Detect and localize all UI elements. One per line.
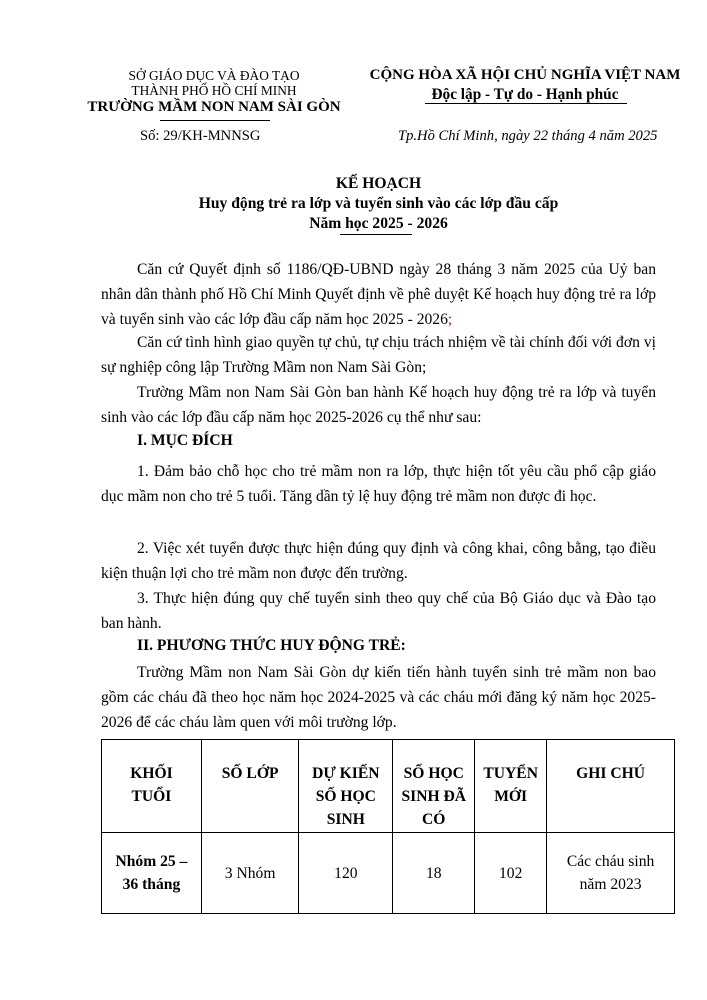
enrollment-table (101, 739, 675, 914)
place-date: Tp.Hồ Chí Minh, ngày 22 tháng 4 năm 2025 (398, 128, 658, 144)
school-name: TRƯỜNG MẦM NON NAM SÀI GÒN (87, 99, 341, 115)
document-number: Số: 29/KH-MNNSG (140, 128, 261, 144)
table-row (102, 833, 675, 914)
document-subtitle: Huy động trẻ ra lớp và tuyển sinh vào các lớp đầu cấp (198, 195, 559, 212)
header-expected-students: DỰ KIẾN SỐ HỌC SINH (299, 740, 393, 833)
basis-1-text: Căn cứ Quyết định số 1186/QĐ-UBND ngày 28 tháng 3 năm 2025 của Uỷ ban nhân dân thành phố Hồ Chí Minh Quyết định về phê duyệt Kế hoạch huy động trẻ ra lớp và tuyển sinh vào các lớp đầu cấp năm học 2025 - 2026 (101, 261, 656, 328)
city-name: THÀNH PHỐ HỒ CHÍ MINH (131, 83, 297, 98)
purpose-item-2: 2. Việc xét tuyển được thực hiện đúng quy định và công khai, công bằng, tạo điều kiện thuận lợi cho trẻ mầm non được đến trường. (101, 540, 656, 582)
motto-underline (425, 103, 627, 104)
section-1-heading: I. MỤC ĐÍCH (137, 432, 233, 449)
year-underline (340, 234, 412, 235)
department-name: SỞ GIÁO DỤC VÀ ĐÀO TẠO (128, 68, 300, 83)
cell-existing-students: 18 (393, 833, 475, 914)
purpose-item-1: 1. Đảm bảo chỗ học cho trẻ mầm non ra lớp, thực hiện tốt yêu cầu phổ cập giáo dục mầm non cho trẻ 5 tuổi. Tăng dần tỷ lệ huy động trẻ mầm non được đi học. (101, 463, 656, 505)
cell-class-count: 3 Nhóm (201, 833, 299, 914)
header-notes: GHI CHÚ (547, 740, 675, 833)
national-motto: Độc lập - Tự do - Hạnh phúc (431, 86, 619, 103)
school-underline (160, 120, 270, 121)
section-2-paragraph: Trường Mầm non Nam Sài Gòn dự kiến tiến hành tuyển sinh trẻ mầm non bao gồm các cháu đã theo học năm học 2024-2025 và các cháu mới đăng ký năm học 2025-2026 để các cháu làm quen với môi trường lớp. (101, 664, 656, 731)
cell-new-enrollment: 102 (475, 833, 547, 914)
basis-paragraph-1 (101, 257, 656, 332)
cell-notes: Các cháu sinh năm 2023 (547, 833, 675, 914)
basis-paragraph-3: Trường Mầm non Nam Sài Gòn ban hành Kế hoạch huy động trẻ ra lớp và tuyển sinh vào các lớp đầu cấp năm học 2025-2026 cụ thể như sau: (101, 384, 656, 426)
basis-paragraph-2: Căn cứ tình hình giao quyền tự chủ, tự chịu trách nhiệm về tài chính đối với đơn vị sự nghiệp công lập Trường Mầm non Nam Sài Gòn; (101, 334, 656, 376)
header-new-enrollment: TUYỂN MỚI (475, 740, 547, 833)
school-year: Năm học 2025 - 2026 (309, 215, 448, 232)
title-block (101, 174, 656, 234)
section-2-heading: II. PHƯƠNG THỨC HUY ĐỘNG TRẺ: (137, 637, 406, 654)
cell-expected-students: 120 (299, 833, 393, 914)
header-left (70, 68, 358, 116)
purpose-item-3: 3. Thực hiện đúng quy chế tuyển sinh theo quy chế của Bộ Giáo dục và Đào tạo ban hành. (101, 590, 656, 632)
header-age-group: KHỐI TUỔI (102, 740, 202, 833)
cell-age-group: Nhóm 25 – 36 tháng (102, 833, 202, 914)
header-class-count: SỐ LỚP (201, 740, 299, 833)
table-header-row (102, 740, 675, 833)
basis-1-mark: ; (447, 311, 453, 328)
country-name: CỘNG HÒA XÃ HỘI CHỦ NGHĨA VIỆT NAM (369, 67, 681, 83)
header-right (355, 66, 695, 104)
header-existing-students: SỐ HỌC SINH ĐÃ CÓ (393, 740, 475, 833)
document-title: KẾ HOẠCH (335, 175, 422, 192)
